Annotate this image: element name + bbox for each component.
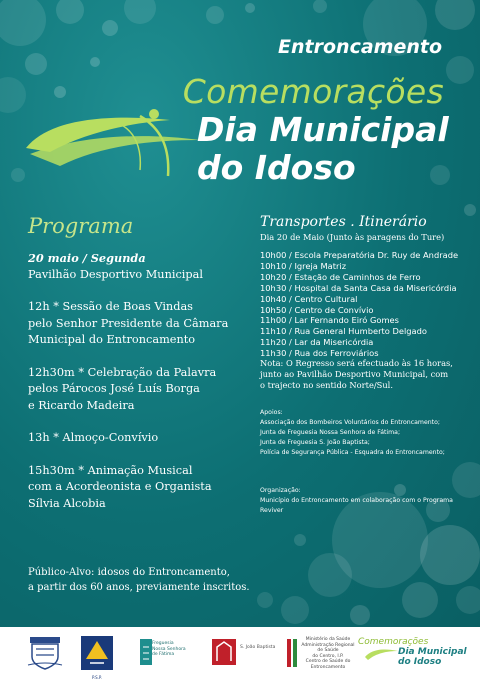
stop-place: Centro Cultural [294,293,358,304]
stop-place: Hospital da Santa Casa da Misericórdia [294,282,457,293]
stop-place: Rua General Humberto Delgado [294,326,427,337]
logo-text-line: Centro de Saúde do Entroncamento [305,659,351,670]
junta-sjoao-text: S. João Baptista [240,645,276,650]
apoio-item: Junta de Freguesia S. João Baptista; [260,439,370,446]
footer-title-comemoracoes: Comemorações [358,637,429,647]
event-line: 12h * Sessão de Boas Vindas [28,300,193,313]
transportes-heading: Transportes . Itinerário [260,214,427,230]
stop-time: 10h00 [260,250,287,260]
entroncamento-crest-icon [24,635,66,671]
junta-fatima-text [152,641,192,658]
title-comemoracoes: Comemorações [182,72,444,111]
event-line: Municipal do Entroncamento [28,333,196,346]
apoio-item: Polícia de Segurança Pública - Esquadra do Entroncamento; [260,449,445,456]
stop-time: 10h40 [260,293,287,304]
note-line: junto ao Pavilhão Desportivo Municipal, com [260,368,449,379]
footer-title-dia-municipal: Dia Municipal [398,647,467,657]
stop-place: Lar da Misericórdia [294,337,374,348]
stop-place: Centro de Convívio [294,304,374,315]
stop-row: 11h10 / Rua General Humberto Delgado [260,326,427,337]
sponsor-footer [0,627,480,680]
stop-time: 11h10 [260,326,287,337]
apoios-heading: Apoios: [260,409,283,416]
publico-alvo [28,565,258,595]
stop-row: 11h30 / Rua dos Ferroviários [260,348,379,359]
stop-time: 11h00 [260,315,287,326]
stop-row: 10h50 / Centro de Convívio [260,304,374,315]
stop-place: Estação de Caminhos de Ferro [294,271,421,282]
note-line: o trajecto no sentido Norte/Sul. [260,379,393,390]
itinerary-list [260,250,470,359]
logo-text-line: Freguesia [152,641,174,646]
target-line: a partir dos 60 anos, previamente inscritos. [28,582,250,593]
event-line: pelo Senhor Presidente da Câmara [28,316,229,330]
logo-text-line: de Fátima [152,652,175,657]
event-line: e Ricardo Madeira [28,398,135,412]
programa-event [28,299,258,349]
psp-logo-text: P.S.P. [92,675,102,680]
logo-text-line: Ministério da Saúde [305,637,351,642]
stop-place: Lar Fernando Eiró Gomes [294,315,399,326]
programa-list [28,250,258,528]
programa-heading: Programa [28,214,134,238]
psp-logo-icon [80,635,114,671]
ars-centro-logo-icon [284,635,300,671]
programa-venue: Pavilhão Desportivo Municipal [28,267,203,281]
stop-place: Escola Preparatória Dr. Ruy de Andrade [294,250,459,260]
apoio-item: Associação dos Bombeiros Voluntários do Entroncamento; [260,419,440,426]
footer-title-do-idoso: do Idoso [398,657,442,667]
stop-row: 11h00 / Lar Fernando Eiró Gomes [260,315,399,326]
event-line: 12h30m * Celebração da Palavra [28,365,217,379]
ars-centro-text [300,637,356,670]
mini-swoosh-icon [364,645,400,665]
title-dia-municipal: Dia Municipal [197,110,449,149]
programa-event [28,430,258,447]
event-line: Sílvia Alcobia [28,496,106,510]
note-line: Nota: O Regresso será efectuado às 16 horas, [260,358,453,368]
stop-row: 10h30 / Hospital da Santa Casa da Misericórdia [260,282,457,293]
apoios-block [260,408,470,458]
stop-place: Igreja Matriz [294,260,347,271]
title-do-idoso: do Idoso [197,148,356,187]
logo-text-line: Administração Regional de Saúde [301,642,355,653]
stop-time: 11h20 [260,337,287,348]
junta-sjoao-logo-icon [210,635,238,671]
stop-time: 10h30 [260,282,287,293]
programa-date: 20 maio / Segunda [28,251,146,265]
target-line: Público-Alvo: idosos do Entroncamento, [28,567,230,578]
stop-row: 10h00 / Escola Preparatória Dr. Ruy de Andrade [260,250,459,260]
stop-time: 10h20 [260,271,287,282]
stop-time: 10h50 [260,304,287,315]
return-note [260,358,465,391]
event-line: pelos Párocos José Luís Borga [28,382,200,395]
stop-row: 11h20 / Lar da Misericórdia [260,337,374,348]
stop-row: 10h20 / Estação de Caminhos de Ferro [260,271,421,282]
event-line: 13h * Almoço-Convívio [28,431,159,444]
organizacao-block [260,486,475,516]
logo-text-line: Nossa Senhora [152,646,186,652]
stop-time: 10h10 [260,260,287,271]
stop-place: Rua dos Ferroviários [294,348,379,359]
organizacao-heading: Organização: [260,487,301,494]
event-line: com a Acordeonista e Organista [28,480,212,493]
organizacao-text: Município do Entroncamento em colaboração com o Programa Reviver [260,497,453,514]
programa-event [28,463,258,513]
apoio-item: Junta de Freguesia Nossa Senhora de Fátima; [260,429,401,436]
event-line: 15h30m * Animação Musical [28,463,193,477]
stop-row: 10h40 / Centro Cultural [260,293,358,304]
town-name: Entroncamento [278,36,442,58]
transportes-subheading: Dia 20 de Maio (Junto às paragens do Ture) [260,232,445,242]
programa-event [28,365,258,415]
stop-row: 10h10 / Igreja Matriz [260,260,347,271]
logo-text-line: do Centro, I.P. [312,653,344,659]
stop-time: 11h30 [260,348,287,359]
